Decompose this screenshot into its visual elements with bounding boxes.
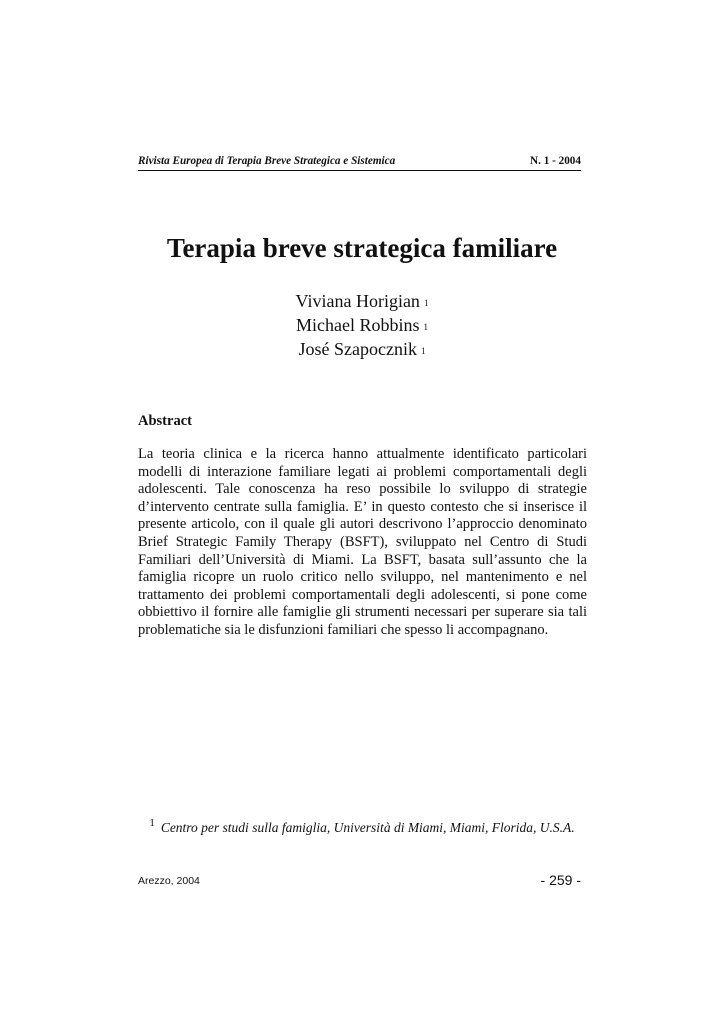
footnote-mark: 1 xyxy=(149,817,155,829)
author-list xyxy=(0,289,724,361)
page-footer xyxy=(138,872,581,892)
abstract-heading: Abstract xyxy=(138,413,192,429)
author-name: Michael Robbins xyxy=(296,315,420,335)
author-name: Viviana Horigian xyxy=(295,291,420,311)
page-number: - 259 - xyxy=(540,872,581,888)
affiliation-footnote xyxy=(0,817,724,836)
author-name: José Szapocznik xyxy=(298,339,417,359)
journal-name: Rivista Europea di Terapia Breve Strategica e Sistemica xyxy=(138,155,396,167)
running-header xyxy=(138,154,581,171)
article-title: Terapia breve strategica familiare xyxy=(166,233,558,263)
issue-number: N. 1 - 2004 xyxy=(530,155,581,167)
affiliation-mark: 1 xyxy=(420,346,426,356)
affiliation-mark: 1 xyxy=(423,298,429,308)
author-entry xyxy=(0,337,724,361)
place-date: Arezzo, 2004 xyxy=(138,875,200,887)
footnote-text: Centro per studi sulla famiglia, Università di Miami, Miami, Florida, U.S.A. xyxy=(160,820,575,835)
author-entry xyxy=(0,289,724,313)
author-entry xyxy=(0,313,724,337)
affiliation-mark: 1 xyxy=(423,322,428,332)
abstract-text: La teoria clinica e la ricerca hanno attualmente identificato particolari modelli di interazione familiare legati ai problemi comportamentali degli adolescenti. Tale conoscenza ha reso possibile lo sviluppo di strategie d’intervento centrate sulla famiglia. E’ in questo contesto che si inserisce il presente articolo, con il quale gli autori descrivono l’approccio denominato Brief Strategic Family Therapy (BSFT), sviluppato nel Centro di Studi Familiari dell’Università di Miami. La BSFT, basata sull’assunto che la famiglia ricopre un ruolo critico nello sviluppo, nel mantenimento e nel trattamento dei problemi comportamentali degli adolescenti, si pone come obbiettivo il fornire alle famiglie gli strumenti necessari per superare sia tali problematiche sia le disfunzioni familiari che spesso li accompagnano. xyxy=(138,446,587,638)
